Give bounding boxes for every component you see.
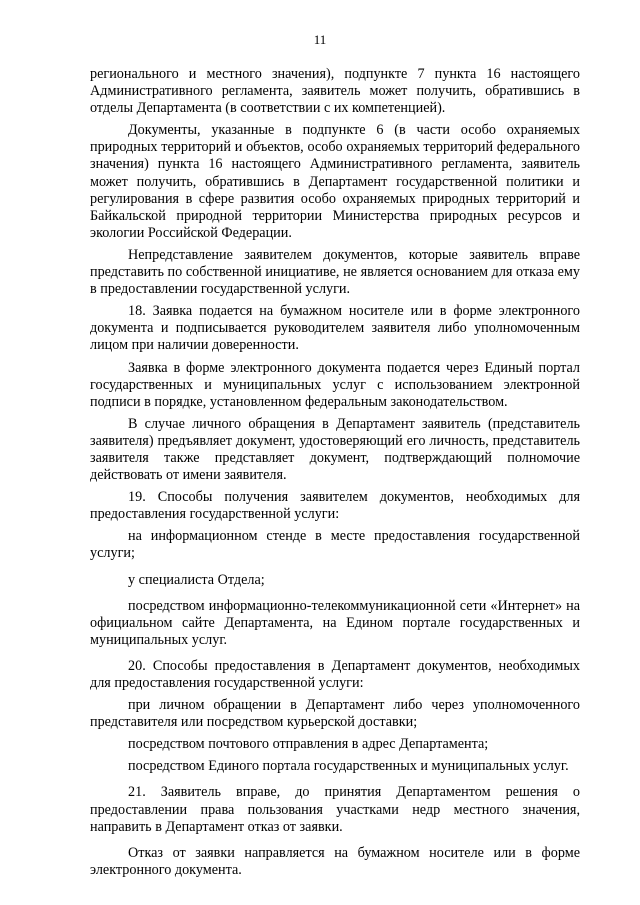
- paragraph: Отказ от заявки направляется на бумажном носителе или в форме электронного документа.: [90, 844, 580, 878]
- paragraph: 21. Заявитель вправе, до принятия Департаментом решения о предоставлении права пользования участками недр местного значения, направить в Департамент отказ от заявки.: [90, 784, 580, 835]
- paragraph: Заявка в форме электронного документа подается через Единый портал государственных и муниципальных услуг с использованием электронной подписи в порядке, установленном федеральным законодательством.: [90, 359, 580, 410]
- paragraph: посредством почтового отправления в адрес Департамента;: [128, 736, 489, 753]
- paragraph: посредством информационно-телекоммуникационной сети «Интернет» на официальном сайте Департамента, на Едином портале государственных и муниципальных услуг.: [90, 597, 580, 648]
- document-body: [90, 66, 580, 879]
- paragraph: 20. Способы предоставления в Департамент документов, необходимых для предоставления государственной услуги:: [90, 657, 580, 691]
- paragraph: у специалиста Отдела;: [128, 571, 265, 588]
- paragraph: Документы, указанные в подпункте 6 (в части особо охраняемых природных территорий и объектов, особо охраняемых территорий федерального значения) пункта 16 настоящего Административного регламента, заявитель может получить, обратившись в Департамент государственной политики и регулирования в сфере развития особо охраняемых природных территорий и Байкальской природной территории Министерства природных ресурсов и экологии Российской Федерации.: [90, 122, 580, 241]
- paragraph: Непредставление заявителем документов, которые заявитель вправе представить по собственной инициативе, не является основанием для отказа ему в предоставлении государственной услуги.: [90, 246, 580, 298]
- paragraph: при личном обращении в Департамент либо через уполномоченного представителя или посредством курьерской доставки;: [90, 697, 580, 731]
- paragraph: В случае личного обращения в Департамент заявитель (представитель заявителя) предъявляет документ, удостоверяющий его личность, представитель заявителя также представляет документ, подтверждающий полномочие действовать от имени заявителя.: [90, 415, 580, 484]
- paragraph: посредством Единого портала государственных и муниципальных услуг.: [128, 758, 569, 775]
- paragraph: 19. Способы получения заявителем документов, необходимых для предоставления государственной услуги:: [90, 489, 580, 523]
- paragraph: регионального и местного значения), подпункте 7 пункта 16 настоящего Административного регламента, заявитель может получить, обратившись в отделы Департамента (в соответствии с их компетенцией).: [90, 66, 580, 117]
- paragraph: 18. Заявка подается на бумажном носителе или в форме электронного документа и подписывается руководителем заявителя либо уполномоченным лицом при наличии доверенности.: [90, 303, 580, 354]
- paragraph: на информационном стенде в месте предоставления государственной услуги;: [90, 528, 580, 562]
- page-number: 11: [313, 32, 327, 47]
